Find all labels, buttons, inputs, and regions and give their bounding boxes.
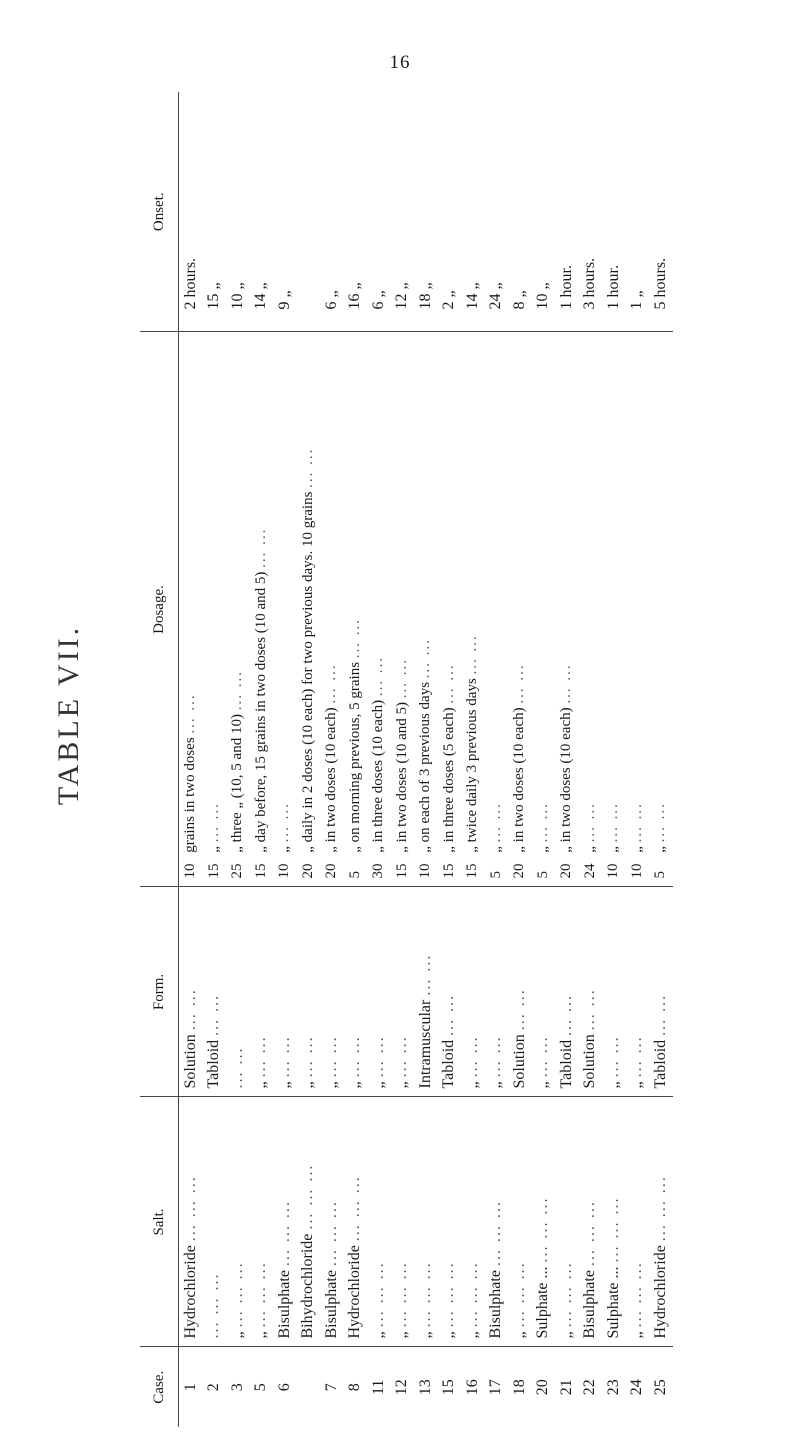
form-text: „ <box>393 1081 411 1089</box>
cell-form <box>649 887 673 1097</box>
cell-case: 6 <box>275 1383 293 1392</box>
leader-dots: ... ... ... <box>557 1261 575 1328</box>
dose-quantity: 30 <box>370 863 387 879</box>
header-salt: Salt. <box>140 1097 179 1347</box>
leader-dots: ... ... <box>511 663 528 704</box>
cell-form <box>320 887 344 1097</box>
leader-dots: ... ... <box>299 447 316 488</box>
cell-onset: 24 „ <box>485 92 509 332</box>
cell-case: 23 <box>604 1379 622 1396</box>
dose-description: „ <box>581 846 598 853</box>
cell-salt <box>649 1097 673 1347</box>
cell-case: 17 <box>487 1379 505 1396</box>
cell-dosage <box>532 332 556 887</box>
cell-salt <box>203 1097 227 1347</box>
dose-quantity: 5 <box>534 871 551 879</box>
cell-case: 18 <box>510 1379 528 1396</box>
leader-dots: ... ... <box>534 802 551 843</box>
cell-salt <box>250 1097 274 1347</box>
cell-case: 22 <box>581 1379 599 1396</box>
leader-dots: ... ... <box>581 988 599 1031</box>
form-text: „ <box>628 1081 646 1089</box>
dose-quantity: 10 <box>417 863 434 879</box>
salt-text: „ <box>252 1331 270 1339</box>
leader-dots: ... ... ... <box>228 1261 246 1328</box>
table-row <box>438 92 462 1427</box>
leader-dots: ... ... <box>464 634 481 675</box>
cell-onset: 1 hour. <box>555 92 579 332</box>
table-row <box>344 92 368 1427</box>
cell-onset: 5 hours. <box>649 92 673 332</box>
form-text: Tabloid <box>651 1039 669 1089</box>
table-row <box>179 92 203 1427</box>
leader-dots: ... ... <box>557 993 575 1036</box>
salt-text: „ <box>463 1331 481 1339</box>
cell-onset: 16 „ <box>344 92 368 332</box>
dose-quantity: 24 <box>581 863 598 879</box>
dose-quantity: 10 <box>276 863 293 879</box>
dose-quantity: 15 <box>393 863 410 879</box>
cell-form <box>485 887 509 1097</box>
dose-description: „ on morning previous, 5 grains <box>346 661 363 853</box>
table-row <box>485 92 509 1427</box>
dose-quantity: 10 <box>628 863 645 879</box>
cell-salt <box>273 1097 297 1347</box>
table-row <box>461 92 485 1427</box>
cell-case: 12 <box>393 1379 411 1396</box>
form-text: Tabloid <box>205 1039 223 1089</box>
leader-dots: ... ... <box>605 802 622 843</box>
table-row <box>414 92 438 1427</box>
dose-quantity: 10 <box>182 863 199 879</box>
cell-form <box>555 887 579 1097</box>
cell-form <box>508 887 532 1097</box>
dose-description: grains in two doses <box>182 737 199 853</box>
leader-dots: ... ... <box>440 993 458 1036</box>
cell-form <box>532 887 556 1097</box>
leader-dots: ... ... ... <box>604 1196 622 1263</box>
salt-text: Bisulphate <box>275 1270 293 1339</box>
dose-quantity: 5 <box>487 871 504 879</box>
cell-case <box>297 1347 321 1427</box>
leader-dots: ... ... ... <box>534 1196 552 1263</box>
leader-dots: ... ... <box>182 693 199 734</box>
cell-dosage <box>344 332 368 887</box>
dose-quantity: 25 <box>229 863 246 879</box>
cell-form <box>203 887 227 1097</box>
cell-onset: 15 „ <box>203 92 227 332</box>
leader-dots: ... ... <box>252 1035 270 1078</box>
leader-dots: ... ... <box>323 663 340 704</box>
cell-salt <box>320 1097 344 1347</box>
table-row <box>532 92 556 1427</box>
table-body <box>179 92 673 1427</box>
header-row <box>140 92 179 1427</box>
cell-salt <box>579 1097 603 1347</box>
salt-text: Bisulphate <box>487 1270 505 1339</box>
dose-description: „ in two doses (10 each) <box>323 707 340 853</box>
cell-dosage <box>602 332 626 887</box>
cell-case: 2 <box>205 1383 223 1392</box>
header-dosage: Dosage. <box>140 332 179 887</box>
salt-text: Bisulphate <box>322 1270 340 1339</box>
leader-dots: ... ... ... <box>416 1261 434 1328</box>
cell-form <box>391 887 415 1097</box>
table-row <box>391 92 415 1427</box>
cell-case: 24 <box>628 1379 646 1396</box>
leader-dots: ... ... <box>604 1035 622 1078</box>
form-text: Solution <box>181 1034 199 1089</box>
cell-dosage <box>414 332 438 887</box>
cell-dosage <box>203 332 227 887</box>
cell-dosage <box>391 332 415 887</box>
cell-onset: 6 „ <box>367 92 391 332</box>
salt-text: Bihydrochloride <box>299 1233 317 1339</box>
cell-onset: 10 „ <box>226 92 250 332</box>
header-onset: Onset. <box>140 92 179 332</box>
cell-case: 7 <box>322 1383 340 1392</box>
cell-dosage <box>226 332 250 887</box>
leader-dots: ... ... ... <box>487 1200 505 1267</box>
table-row <box>649 92 673 1427</box>
salt-text: Bisulphate <box>581 1270 599 1339</box>
leader-dots: ... ... ... <box>322 1200 340 1267</box>
cell-form <box>226 887 250 1097</box>
dose-quantity: 15 <box>205 863 222 879</box>
leader-dots: ... ... ... <box>299 1163 317 1230</box>
cell-onset: 6 „ <box>320 92 344 332</box>
salt-text: „ <box>557 1331 575 1339</box>
table-row <box>297 92 321 1427</box>
cell-onset: 2 hours. <box>179 92 203 332</box>
cell-case: 8 <box>346 1383 364 1392</box>
leader-dots: ... ... <box>628 1035 646 1078</box>
cell-case: 5 <box>252 1383 270 1392</box>
leader-dots: ... ... <box>393 657 410 699</box>
cell-case: 11 <box>369 1379 387 1395</box>
leader-dots: ... ... <box>252 527 269 568</box>
dose-description: „ in two doses (10 each) <box>558 707 575 853</box>
leader-dots: ... ... <box>417 637 434 679</box>
leader-dots: ... ... ... <box>628 1261 646 1328</box>
dose-quantity: 20 <box>558 863 575 879</box>
dose-description: „ <box>652 846 669 853</box>
cell-dosage <box>273 332 297 887</box>
cell-case: 13 <box>416 1379 434 1396</box>
cell-onset: 1 hour. <box>602 92 626 332</box>
cell-case: 16 <box>463 1379 481 1396</box>
dose-description: „ in two doses (10 each) <box>511 707 528 853</box>
leader-dots: ... ... <box>229 670 246 711</box>
salt-text: Sulphate ... <box>534 1266 552 1339</box>
salt-text: „ <box>369 1331 387 1339</box>
cell-dosage <box>438 332 462 887</box>
salt-text: „ <box>228 1331 246 1339</box>
dose-quantity: 20 <box>511 863 528 879</box>
table-row <box>203 92 227 1427</box>
dose-description: „ <box>534 846 551 853</box>
cell-form <box>179 887 203 1097</box>
cell-form <box>579 887 603 1097</box>
cell-onset: 14 „ <box>461 92 485 332</box>
dose-description: „ <box>205 846 222 853</box>
cell-onset: 12 „ <box>391 92 415 332</box>
leader-dots: ... ... <box>651 993 669 1036</box>
cell-dosage <box>461 332 485 887</box>
leader-dots: ... ... <box>487 1035 505 1078</box>
form-text: Tabloid <box>440 1039 458 1089</box>
salt-text: Sulphate ... <box>604 1266 622 1339</box>
cell-salt <box>485 1097 509 1347</box>
table-row <box>602 92 626 1427</box>
leader-dots: ... ... <box>346 617 363 659</box>
cell-salt <box>461 1097 485 1347</box>
salt-text: Hydrochloride <box>651 1245 669 1339</box>
cell-onset: 10 „ <box>532 92 556 332</box>
cell-salt <box>626 1097 650 1347</box>
leader-dots: ... ... <box>416 953 434 996</box>
leader-dots: ... ... ... <box>252 1261 270 1328</box>
dose-quantity: 15 <box>252 863 269 879</box>
cell-onset: 1 „ <box>626 92 650 332</box>
dose-description: „ in three doses (10 each) <box>370 699 387 853</box>
cell-onset: 18 „ <box>414 92 438 332</box>
caption-wrap <box>4 624 134 806</box>
cell-onset: 8 „ <box>508 92 532 332</box>
form-text: „ <box>487 1081 505 1089</box>
leader-dots: ... ... <box>581 802 598 843</box>
cell-onset <box>297 92 321 332</box>
cell-dosage <box>626 332 650 887</box>
leader-dots: ... ... <box>299 1035 317 1078</box>
table-row <box>367 92 391 1427</box>
table-row <box>626 92 650 1427</box>
dose-description: „ twice daily 3 previous days <box>464 678 481 853</box>
rotated-table-container <box>140 92 720 1427</box>
form-text: „ <box>534 1081 552 1089</box>
leader-dots: ... ... <box>463 1035 481 1078</box>
form-text: „ <box>346 1081 364 1089</box>
cell-form <box>414 887 438 1097</box>
leader-dots: ... ... ... <box>510 1261 528 1328</box>
leader-dots: ... ... <box>205 802 222 843</box>
dose-quantity: 10 <box>605 863 622 879</box>
leader-dots: ... ... ... <box>651 1175 669 1242</box>
cell-salt <box>414 1097 438 1347</box>
leader-dots: ... ... ... <box>369 1261 387 1328</box>
cell-dosage <box>179 332 203 887</box>
cell-dosage <box>579 332 603 887</box>
cell-form <box>273 887 297 1097</box>
header-case: Case. <box>140 1347 179 1427</box>
dose-quantity: 20 <box>299 863 316 879</box>
dose-description: „ <box>605 846 622 853</box>
form-text: „ <box>463 1081 481 1089</box>
cell-case: 3 <box>228 1383 246 1392</box>
cell-case: 21 <box>557 1379 575 1396</box>
cell-salt <box>179 1097 203 1347</box>
form-text: Solution <box>581 1034 599 1089</box>
cell-salt <box>602 1097 626 1347</box>
dose-description: „ in two doses (10 and 5) <box>393 701 410 853</box>
cell-form <box>461 887 485 1097</box>
cell-onset: 9 „ <box>273 92 297 332</box>
cell-onset: 3 hours. <box>579 92 603 332</box>
form-text: „ <box>252 1081 270 1089</box>
page-number: 16 <box>389 52 411 73</box>
cell-dosage <box>485 332 509 887</box>
table-row <box>226 92 250 1427</box>
leader-dots: ... ... <box>558 663 575 704</box>
cell-onset: 14 „ <box>250 92 274 332</box>
dose-description: „ <box>276 846 293 853</box>
leader-dots: ... ... <box>487 802 504 843</box>
cell-form <box>438 887 462 1097</box>
cell-dosage <box>320 332 344 887</box>
salt-text: „ <box>440 1331 458 1339</box>
cell-dosage <box>250 332 274 887</box>
dose-description: „ three „ (10, 5 and 10) <box>229 714 246 853</box>
dose-description: „ on each of 3 previous days <box>417 681 434 853</box>
dose-quantity: 5 <box>652 871 669 879</box>
data-table <box>140 92 673 1427</box>
leader-dots: ... ... <box>628 802 645 843</box>
cell-dosage <box>297 332 321 887</box>
cell-form <box>344 887 368 1097</box>
salt-text: „ <box>416 1331 434 1339</box>
dose-quantity: 5 <box>346 871 363 879</box>
cell-dosage <box>649 332 673 887</box>
leader-dots: ... ... ... <box>463 1261 481 1328</box>
leader-dots: ... ... <box>370 655 387 697</box>
form-text: „ <box>604 1081 622 1089</box>
cell-dosage <box>508 332 532 887</box>
cell-case: 15 <box>440 1379 458 1396</box>
leader-dots: ... ... ... <box>346 1175 364 1242</box>
cell-salt <box>391 1097 415 1347</box>
cell-salt <box>532 1097 556 1347</box>
form-text: Solution <box>510 1034 528 1089</box>
table-row <box>250 92 274 1427</box>
dose-description: „ in three doses (5 each) <box>440 707 457 853</box>
table-row <box>273 92 297 1427</box>
leader-dots: ... ... ... <box>393 1261 411 1328</box>
header-form: Form. <box>140 887 179 1097</box>
dose-description: „ <box>628 846 645 853</box>
salt-text: „ <box>393 1331 411 1339</box>
cell-dosage <box>367 332 391 887</box>
leader-dots: ... ... <box>181 988 199 1031</box>
leader-dots: ... ... <box>346 1035 364 1078</box>
leader-dots: ... ... <box>393 1035 411 1078</box>
salt-text: Hydrochloride <box>181 1245 199 1339</box>
cell-form <box>297 887 321 1097</box>
cell-form <box>602 887 626 1097</box>
cell-salt <box>555 1097 579 1347</box>
cell-salt <box>367 1097 391 1347</box>
cell-form <box>626 887 650 1097</box>
cell-form <box>367 887 391 1097</box>
leader-dots: ... ... <box>534 1035 552 1078</box>
form-text: „ <box>369 1081 387 1089</box>
leader-dots: ... ... <box>369 1035 387 1078</box>
cell-dosage <box>555 332 579 887</box>
dose-quantity: 15 <box>440 863 457 879</box>
leader-dots: ... ... <box>510 988 528 1031</box>
leader-dots: ... ... ... <box>181 1175 199 1242</box>
leader-dots: ... ... ... <box>275 1200 293 1267</box>
leader-dots: ... ... ... <box>440 1261 458 1328</box>
form-text: „ <box>299 1081 317 1089</box>
cell-case: 20 <box>534 1379 552 1396</box>
table-row <box>555 92 579 1427</box>
cell-case: 1 <box>181 1383 199 1392</box>
salt-text: „ <box>628 1331 646 1339</box>
leader-dots: ... ... ... <box>581 1200 599 1267</box>
dose-description: „ <box>487 846 504 853</box>
leader-dots: ... ... <box>322 1035 340 1078</box>
leader-dots: ... ... <box>205 993 223 1036</box>
dose-quantity: 20 <box>323 863 340 879</box>
cell-onset: 2 „ <box>438 92 462 332</box>
cell-salt <box>226 1097 250 1347</box>
cell-salt <box>297 1097 321 1347</box>
dose-description: „ day before, 15 grains in two doses (10 and 5) <box>252 571 269 853</box>
form-text: Tabloid <box>557 1039 575 1089</box>
leader-dots: ... ... ... <box>205 1272 223 1339</box>
leader-dots: ... ... <box>440 663 457 704</box>
leader-dots: ... ... <box>276 802 293 843</box>
table-caption: TABLE VII. <box>52 624 85 806</box>
form-text: „ <box>322 1081 340 1089</box>
table-row <box>320 92 344 1427</box>
cell-form <box>250 887 274 1097</box>
leader-dots: ... ... <box>228 1046 246 1089</box>
form-text: „ <box>275 1081 293 1089</box>
dose-quantity: 15 <box>464 863 481 879</box>
salt-text: „ <box>510 1331 528 1339</box>
leader-dots: ... ... <box>275 1035 293 1078</box>
cell-salt <box>438 1097 462 1347</box>
table-row <box>508 92 532 1427</box>
cell-salt <box>344 1097 368 1347</box>
leader-dots: ... ... <box>652 802 669 843</box>
table-frame <box>140 92 720 1427</box>
salt-text: Hydrochloride <box>346 1245 364 1339</box>
table-row <box>579 92 603 1427</box>
form-text: Intramuscular <box>416 999 434 1089</box>
dose-description: „ daily in 2 doses (10 each) for two previous days. 10 grains <box>299 491 316 853</box>
cell-salt <box>508 1097 532 1347</box>
cell-case: 25 <box>651 1379 669 1396</box>
